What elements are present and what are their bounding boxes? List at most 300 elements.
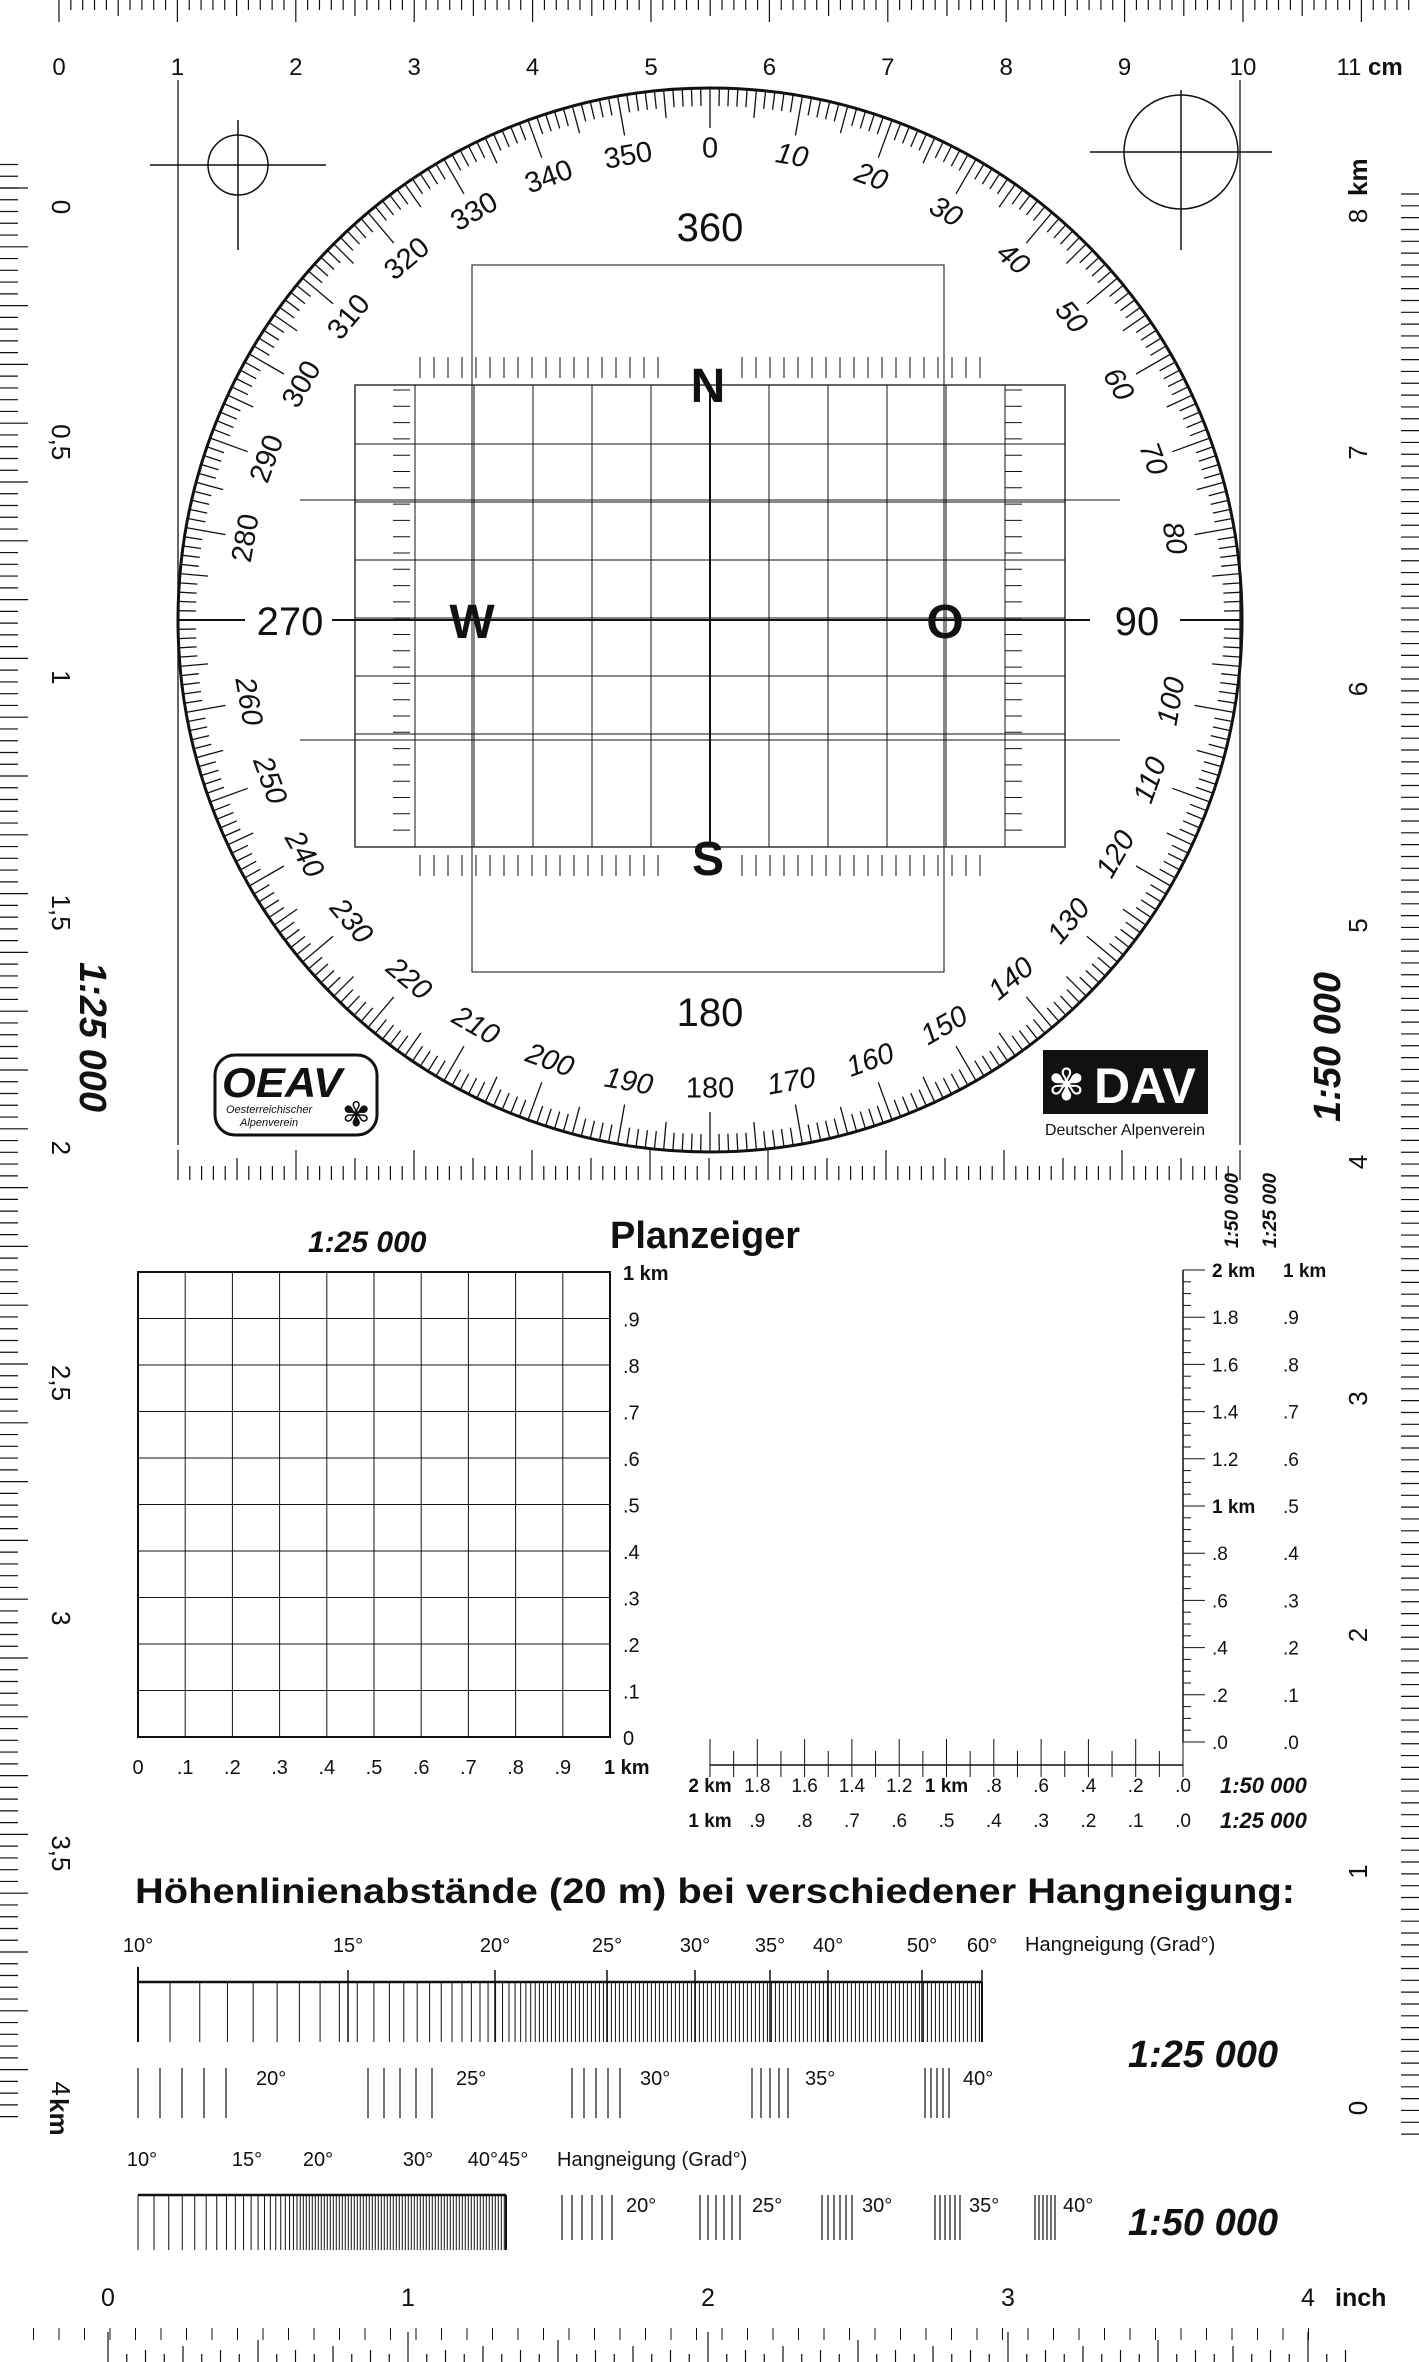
degree-tick [1019, 1031, 1030, 1045]
pz-vert-inner-label: .8 [1283, 1355, 1299, 1377]
degree-tick [903, 127, 910, 144]
km-label: 2 [46, 1140, 76, 1156]
degree-tick [436, 1061, 445, 1076]
degree-label: 320 [378, 231, 436, 287]
pz-vert-outer-label: .2 [1212, 1685, 1228, 1707]
degree-tick [207, 447, 224, 453]
pz-horiz-row2-label: .5 [938, 1811, 955, 1832]
degree-tick [240, 861, 256, 870]
degree-tick [654, 1131, 656, 1149]
degree-tick [1219, 692, 1237, 695]
contours-scale-a: 1:25 000 [1128, 2034, 1279, 2076]
degree-tick [178, 601, 196, 602]
degree-tick [1212, 664, 1240, 667]
degree-tick [269, 323, 284, 333]
degree-tick [1224, 601, 1242, 602]
degree-tick [199, 473, 216, 478]
degree-tick [245, 869, 261, 878]
contour-group-label: 25° [752, 2195, 783, 2217]
degree-tick [1172, 387, 1188, 395]
degree-tick [1190, 429, 1207, 436]
degree-tick [728, 1134, 729, 1152]
degree-tick [201, 770, 218, 775]
degree-tick [460, 1074, 469, 1090]
degree-tick [1115, 936, 1129, 947]
km-label: 1,5 [46, 894, 76, 931]
degree-tick [368, 213, 394, 244]
degree-tick [340, 237, 353, 250]
inch-label: 1 [401, 2284, 415, 2312]
degree-tick [188, 718, 206, 721]
degree-tick [185, 537, 203, 540]
pz-horiz-row1-label: 1.4 [838, 1776, 866, 1797]
degree-tick [572, 1107, 579, 1134]
degree-tick [383, 1025, 394, 1039]
degree-tick [179, 656, 197, 657]
degree-tick [217, 813, 234, 820]
pz-vert-outer-label: 1.2 [1212, 1449, 1239, 1471]
degree-tick [943, 1078, 951, 1094]
degree-label: 180 [685, 1072, 735, 1105]
km-label: 0 [1343, 2100, 1373, 2116]
degree-tick [1212, 574, 1240, 577]
degree-tick [1110, 285, 1124, 296]
degree-tick [297, 944, 311, 955]
degree-tick [537, 1106, 543, 1123]
degree-label: 280 [225, 511, 266, 565]
degree-tick [555, 1112, 560, 1129]
degree-tick [502, 1093, 509, 1110]
degree-tick [563, 1114, 568, 1131]
cm-label: 4 [525, 54, 540, 81]
degree-tick [599, 1123, 603, 1141]
cardinal-east: O [926, 596, 964, 649]
planzeiger-grid [132, 1263, 668, 1779]
km-label: 4 [46, 2081, 76, 2096]
contours-scale-b: 1:50 000 [1128, 2202, 1279, 2244]
degree-tick [291, 936, 305, 947]
degree-tick [1221, 674, 1239, 676]
pz-horiz-row1-label: 1 km [924, 1776, 969, 1797]
degree-label: 330 [445, 185, 504, 238]
pz-vert-outer-label: 2 km [1212, 1261, 1256, 1282]
contour-top-label: 40°45° [467, 2149, 529, 2171]
compass-big-90: 90 [1114, 600, 1160, 644]
dav-logo-subtitle: Deutscher Alpenverein [1045, 1122, 1205, 1139]
degree-tick [494, 134, 501, 150]
degree-tick [1047, 1008, 1059, 1022]
planzeiger-vertical-scale [1183, 1261, 1326, 1754]
degree-tick [303, 936, 334, 962]
degree-tick [280, 922, 295, 933]
contour-group-label: 35° [805, 2068, 836, 2090]
degree-tick [232, 845, 248, 853]
degree-tick [1209, 491, 1227, 495]
degree-tick [1098, 957, 1112, 969]
degree-tick [190, 509, 208, 513]
degree-tick [327, 250, 340, 263]
degree-tick [452, 1070, 461, 1086]
planzeiger-y-label: 0 [623, 1728, 635, 1750]
cm-label: 1 [170, 54, 185, 81]
degree-tick [185, 700, 203, 703]
degree-tick [361, 1008, 373, 1022]
degree-tick [420, 174, 430, 189]
degree-tick [997, 179, 1007, 194]
cardinal-north: N [690, 360, 726, 413]
pz-horiz-row2-label: .4 [985, 1811, 1002, 1832]
degree-tick [182, 683, 200, 685]
contour-top-label: 30° [402, 2149, 434, 2171]
cm-label: 2 [289, 54, 303, 81]
degree-tick [1066, 244, 1086, 264]
degree-tick [943, 146, 951, 162]
degree-tick [1086, 971, 1099, 983]
inch-label: 3 [1001, 2284, 1015, 2312]
degree-tick [1199, 456, 1216, 462]
degree-tick [1061, 996, 1073, 1009]
degree-tick [1223, 656, 1241, 657]
pz-horiz-row2-label: .1 [1127, 1811, 1144, 1832]
oeav-logo-mark: OEAV [222, 1059, 346, 1106]
pz-horiz-scale2: 1:25 000 [1220, 1808, 1307, 1833]
degree-tick [834, 104, 838, 122]
degree-tick [1223, 583, 1241, 584]
degree-tick [834, 1119, 838, 1137]
planzeiger-title: Planzeiger [610, 1215, 801, 1257]
degree-tick [1196, 447, 1213, 453]
degree-tick [1172, 845, 1188, 853]
degree-label: 110 [1127, 753, 1174, 808]
pz-vert-outer-label: .0 [1212, 1733, 1228, 1754]
dav-logo-mark: DAV [1094, 1058, 1196, 1114]
contour-top-label: 10° [126, 2149, 158, 2171]
degree-tick [1012, 1036, 1023, 1051]
degree-tick [511, 1097, 518, 1114]
pz-horiz-row2-label: .8 [796, 1811, 813, 1832]
planzeiger-y-label: .3 [623, 1588, 640, 1611]
degree-tick [1204, 473, 1221, 478]
pz-horiz-row2-label: .2 [1080, 1811, 1097, 1832]
pz-vert-outer-label: .4 [1212, 1638, 1228, 1660]
degree-tick [309, 957, 323, 969]
degree-tick [1211, 500, 1229, 504]
degree-tick [860, 111, 865, 128]
degree-tick [485, 138, 497, 163]
km-label: 2 [1343, 1627, 1373, 1643]
degree-tick [1126, 922, 1141, 933]
left-km-ruler [0, 164, 76, 2116]
degree-tick [869, 114, 875, 131]
pz-horiz-row1-label: 2 km [688, 1776, 732, 1797]
planzeiger-x-label: .3 [271, 1757, 288, 1779]
degree-tick [309, 271, 323, 283]
degree-tick [254, 346, 269, 355]
degree-tick [1136, 907, 1151, 917]
contour-top-label: 15° [231, 2149, 263, 2171]
degree-tick [682, 1133, 683, 1151]
inch-label: 4 [1301, 2284, 1315, 2312]
planzeiger-grid-scale: 1:25 000 [308, 1226, 427, 1259]
contour-top-label: 10° [122, 1935, 154, 1957]
cardinal-west: W [449, 596, 495, 649]
degree-tick [935, 1082, 943, 1098]
degree-tick [297, 285, 311, 296]
degree-tick [1168, 853, 1184, 861]
pz-vert-outer-label: 1 km [1212, 1497, 1256, 1518]
pz-vert-inner-label: .1 [1283, 1685, 1299, 1707]
degree-tick [903, 1097, 910, 1114]
degree-label: 160 [842, 1037, 899, 1084]
degree-tick [1195, 528, 1234, 535]
km-label: 3,5 [46, 1835, 76, 1872]
degree-tick [636, 1129, 639, 1147]
degree-tick [1136, 866, 1171, 886]
top-ruler-unit: cm [1368, 54, 1403, 81]
degree-tick [860, 1112, 865, 1129]
degree-tick [923, 1077, 935, 1102]
degree-tick [182, 555, 200, 557]
planzeiger-y-label: .7 [623, 1402, 640, 1425]
degree-tick [1054, 1002, 1066, 1015]
degree-tick [894, 123, 901, 140]
degree-tick [911, 1093, 918, 1110]
degree-tick [826, 102, 830, 120]
pz-vert-outer-label: 1.6 [1212, 1355, 1239, 1377]
pz-horiz-row2-label: .6 [891, 1811, 908, 1832]
degree-tick [555, 111, 560, 128]
pz-vert-outer-label: 1.8 [1212, 1308, 1239, 1330]
degree-tick [240, 370, 256, 379]
degree-tick [1168, 379, 1184, 387]
degree-tick [1220, 555, 1238, 557]
degree-tick [951, 1074, 960, 1090]
degree-tick [368, 997, 394, 1028]
planzeiger-horizontal-scale [688, 1739, 1191, 1832]
bottom-inch-ruler [34, 2284, 1346, 2362]
degree-label: 150 [915, 999, 974, 1052]
degree-tick [1215, 519, 1233, 522]
degree-tick [911, 130, 918, 147]
contour-scale-25000 [123, 1935, 997, 2118]
planzeiger-y-label: .6 [623, 1449, 640, 1471]
degree-tick [186, 705, 225, 712]
degree-label: 170 [764, 1061, 818, 1102]
degree-tick [477, 142, 485, 158]
degree-tick [397, 1036, 408, 1051]
cm-label: 10 [1229, 54, 1257, 81]
degree-tick [1026, 213, 1052, 244]
pz-horiz-row2-label: .0 [1175, 1811, 1191, 1832]
planzeiger-x-label: 1 km [604, 1757, 650, 1779]
planzeiger-x-label: .9 [554, 1757, 572, 1779]
degree-tick [1223, 592, 1241, 593]
degree-tick [1115, 293, 1129, 304]
degree-tick [959, 1070, 968, 1086]
degree-label: 240 [278, 825, 331, 884]
degree-tick [1126, 307, 1141, 318]
crosshair-left [150, 120, 326, 250]
degree-tick [764, 91, 766, 109]
km-label: 1 [46, 670, 76, 685]
degree-tick [956, 1046, 976, 1081]
degree-tick [1146, 892, 1161, 902]
degree-tick [383, 201, 394, 215]
degree-tick [951, 150, 960, 166]
degree-tick [1098, 271, 1112, 283]
km-label: 0 [46, 199, 76, 215]
degree-tick [627, 95, 630, 113]
degree-tick [178, 638, 196, 639]
contour-top-label: 15° [332, 1935, 364, 1957]
pz-vert-inner-label: .3 [1283, 1591, 1299, 1613]
oeav-logo-line1: Oesterreichischer [226, 1104, 313, 1116]
degree-tick [1213, 727, 1231, 731]
degree-tick [180, 664, 208, 667]
degree-tick [460, 150, 469, 166]
km-label: 4 [1343, 1154, 1373, 1170]
degree-tick [236, 379, 252, 387]
degree-tick [563, 109, 568, 126]
degree-label: 340 [520, 153, 578, 201]
compass-baseline-ticks [178, 1150, 1240, 1180]
degree-tick [469, 1078, 477, 1094]
degree-tick [1223, 647, 1241, 648]
degree-tick [183, 546, 201, 549]
degree-tick [852, 109, 857, 126]
degree-tick [673, 89, 674, 107]
degree-tick [1121, 929, 1135, 940]
degree-tick [303, 278, 334, 304]
degree-tick [245, 362, 261, 371]
planzeiger-y-label: .8 [623, 1356, 640, 1378]
contour-group-label: 30° [640, 2068, 671, 2090]
contour-group-label: 25° [456, 2068, 487, 2090]
degree-label: 250 [246, 752, 293, 809]
degree-tick [1211, 736, 1229, 740]
degree-tick [919, 1090, 926, 1106]
degree-tick [1218, 700, 1236, 703]
degree-tick [1221, 564, 1239, 566]
degree-tick [1026, 201, 1037, 215]
degree-tick [959, 155, 968, 171]
degree-tick [204, 779, 221, 785]
pz-horiz-scale1: 1:50 000 [1220, 1773, 1307, 1798]
degree-tick [1067, 990, 1080, 1003]
pz-horiz-row2-label: .9 [749, 1811, 766, 1832]
pz-horiz-row2-label: .7 [843, 1811, 860, 1832]
degree-tick [852, 1114, 857, 1131]
degree-tick [199, 762, 216, 767]
contour-top-label: 40° [812, 1935, 844, 1957]
pz-vert-inner-label: .0 [1283, 1733, 1299, 1754]
degree-tick [194, 744, 212, 748]
km-label: 1 [1343, 1864, 1373, 1879]
degree-tick [840, 1107, 847, 1134]
degree-label: 300 [275, 355, 328, 414]
degree-tick [982, 169, 992, 184]
pz-vert-inner-label: .7 [1283, 1402, 1299, 1424]
degree-tick [691, 1134, 692, 1152]
degree-tick [737, 89, 738, 107]
degree-tick [894, 1100, 901, 1117]
degree-tick [817, 100, 821, 118]
degree-tick [179, 592, 197, 593]
degree-label: 50 [1048, 294, 1094, 340]
degree-tick [1136, 354, 1171, 374]
degree-label: 210 [446, 999, 505, 1052]
degree-tick [494, 1090, 501, 1106]
degree-tick [183, 692, 201, 695]
contours-legend-a: Hangneigung (Grad°) [1025, 1934, 1216, 1956]
degree-tick [420, 1051, 430, 1066]
degree-tick [975, 164, 984, 179]
planzeiger-x-label: .4 [318, 1757, 336, 1779]
contour-top-label: 50° [906, 1935, 938, 1957]
cm-label: 6 [762, 54, 777, 81]
degree-label: 230 [323, 892, 379, 951]
degree-tick [826, 1121, 830, 1139]
km-label: 2,5 [46, 1364, 76, 1402]
degree-tick [347, 231, 359, 244]
right-ruler-unit: km [1343, 158, 1373, 196]
degree-tick [840, 106, 847, 133]
degree-tick [1092, 964, 1105, 976]
top-cm-ruler [52, 0, 1408, 81]
degree-tick [919, 134, 926, 150]
contours-legend-b: Hangneigung (Grad°) [557, 2149, 748, 2171]
degree-tick [201, 465, 218, 470]
degree-tick [188, 519, 206, 522]
left-scale-label: 1:25 000 [71, 962, 113, 1113]
km-label: 0,5 [46, 424, 76, 461]
degree-tick [1141, 330, 1156, 340]
planzeiger-x-label: .6 [412, 1757, 430, 1779]
degree-tick [1202, 770, 1219, 775]
km-label: 6 [1343, 681, 1373, 697]
degree-label: 80 [1155, 519, 1193, 557]
degree-tick [207, 787, 224, 793]
cm-label: 5 [644, 54, 658, 81]
cm-label: 3 [407, 54, 421, 81]
pz-vert-header-25: 1:25 000 [1260, 1172, 1281, 1248]
degree-tick [1180, 404, 1196, 411]
degree-tick [773, 92, 775, 110]
degree-tick [428, 169, 438, 184]
contour-group-label: 40° [963, 2068, 994, 2090]
pz-vert-inner-label: .6 [1283, 1449, 1299, 1471]
pz-horiz-row1-label: .4 [1080, 1776, 1097, 1797]
planzeiger-x-label: .7 [460, 1757, 477, 1779]
degree-tick [990, 174, 1000, 189]
degree-tick [808, 98, 811, 116]
degree-tick [590, 1121, 594, 1139]
degree-tick [1151, 885, 1166, 894]
degree-tick [334, 244, 354, 264]
degree-tick [1110, 944, 1124, 955]
degree-tick [1151, 346, 1166, 355]
degree-tick [664, 90, 667, 118]
degree-tick [291, 293, 305, 304]
degree-tick [1092, 264, 1105, 276]
degree-tick [782, 93, 785, 111]
degree-tick [1121, 300, 1135, 311]
pz-vert-outer-label: 1.4 [1212, 1402, 1239, 1424]
degree-tick [1164, 370, 1180, 379]
degree-tick [935, 142, 943, 158]
degree-label: 200 [521, 1037, 578, 1084]
degree-tick [196, 482, 223, 489]
